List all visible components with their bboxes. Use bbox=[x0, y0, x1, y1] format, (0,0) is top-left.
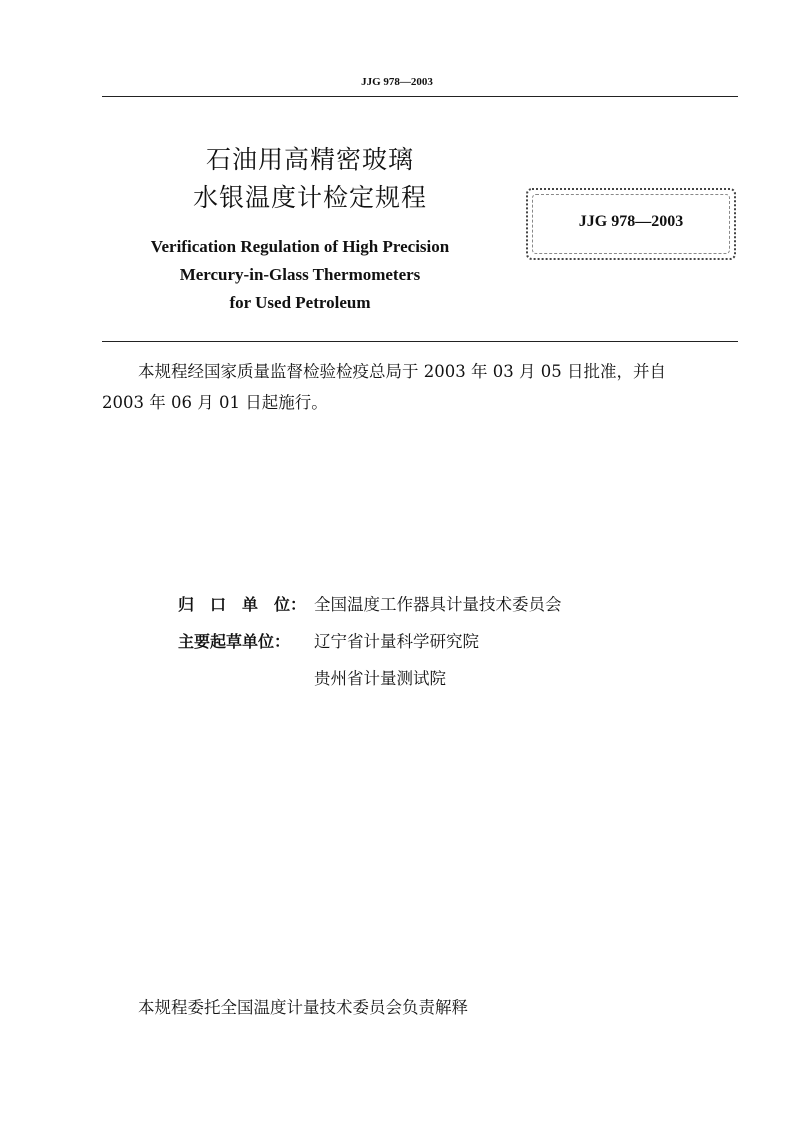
approval-line1: 本规程经国家质量监督检验检疫总局于 2003 年 03 月 05 日批准，并自 bbox=[138, 362, 666, 381]
header-standard-code: JJG 978—2003 bbox=[361, 76, 433, 88]
title-en-line2: Mercury-in-Glass Thermometers bbox=[179, 265, 421, 284]
title-cn-line2: 水银温度计检定规程 bbox=[192, 183, 427, 212]
responsible-unit-value: 全国温度工作器具计量技术委员会 bbox=[314, 595, 562, 614]
drafting-unit-label: 主要起草单位： bbox=[178, 632, 291, 651]
responsible-unit-label: 归 口 单 位： bbox=[178, 595, 307, 614]
title-cn-line1: 石油用高精密玻璃 bbox=[205, 145, 414, 174]
interpretation-note: 本规程委托全国温度计量技术委员会负责解释 bbox=[138, 998, 468, 1017]
approval-line2: 2003 年 06 月 01 日起施行。 bbox=[102, 393, 328, 412]
title-en-line1: Verification Regulation of High Precision bbox=[150, 237, 450, 256]
standard-code-box bbox=[526, 188, 736, 260]
header-rule bbox=[102, 96, 738, 97]
drafting-unit-value-1: 辽宁省计量科学研究院 bbox=[314, 632, 479, 651]
code-box-text: JJG 978—2003 bbox=[578, 213, 684, 230]
title-en-line3: for Used Petroleum bbox=[229, 293, 371, 312]
drafting-unit-value-2: 贵州省计量测试院 bbox=[314, 669, 446, 688]
title-rule bbox=[102, 341, 738, 342]
